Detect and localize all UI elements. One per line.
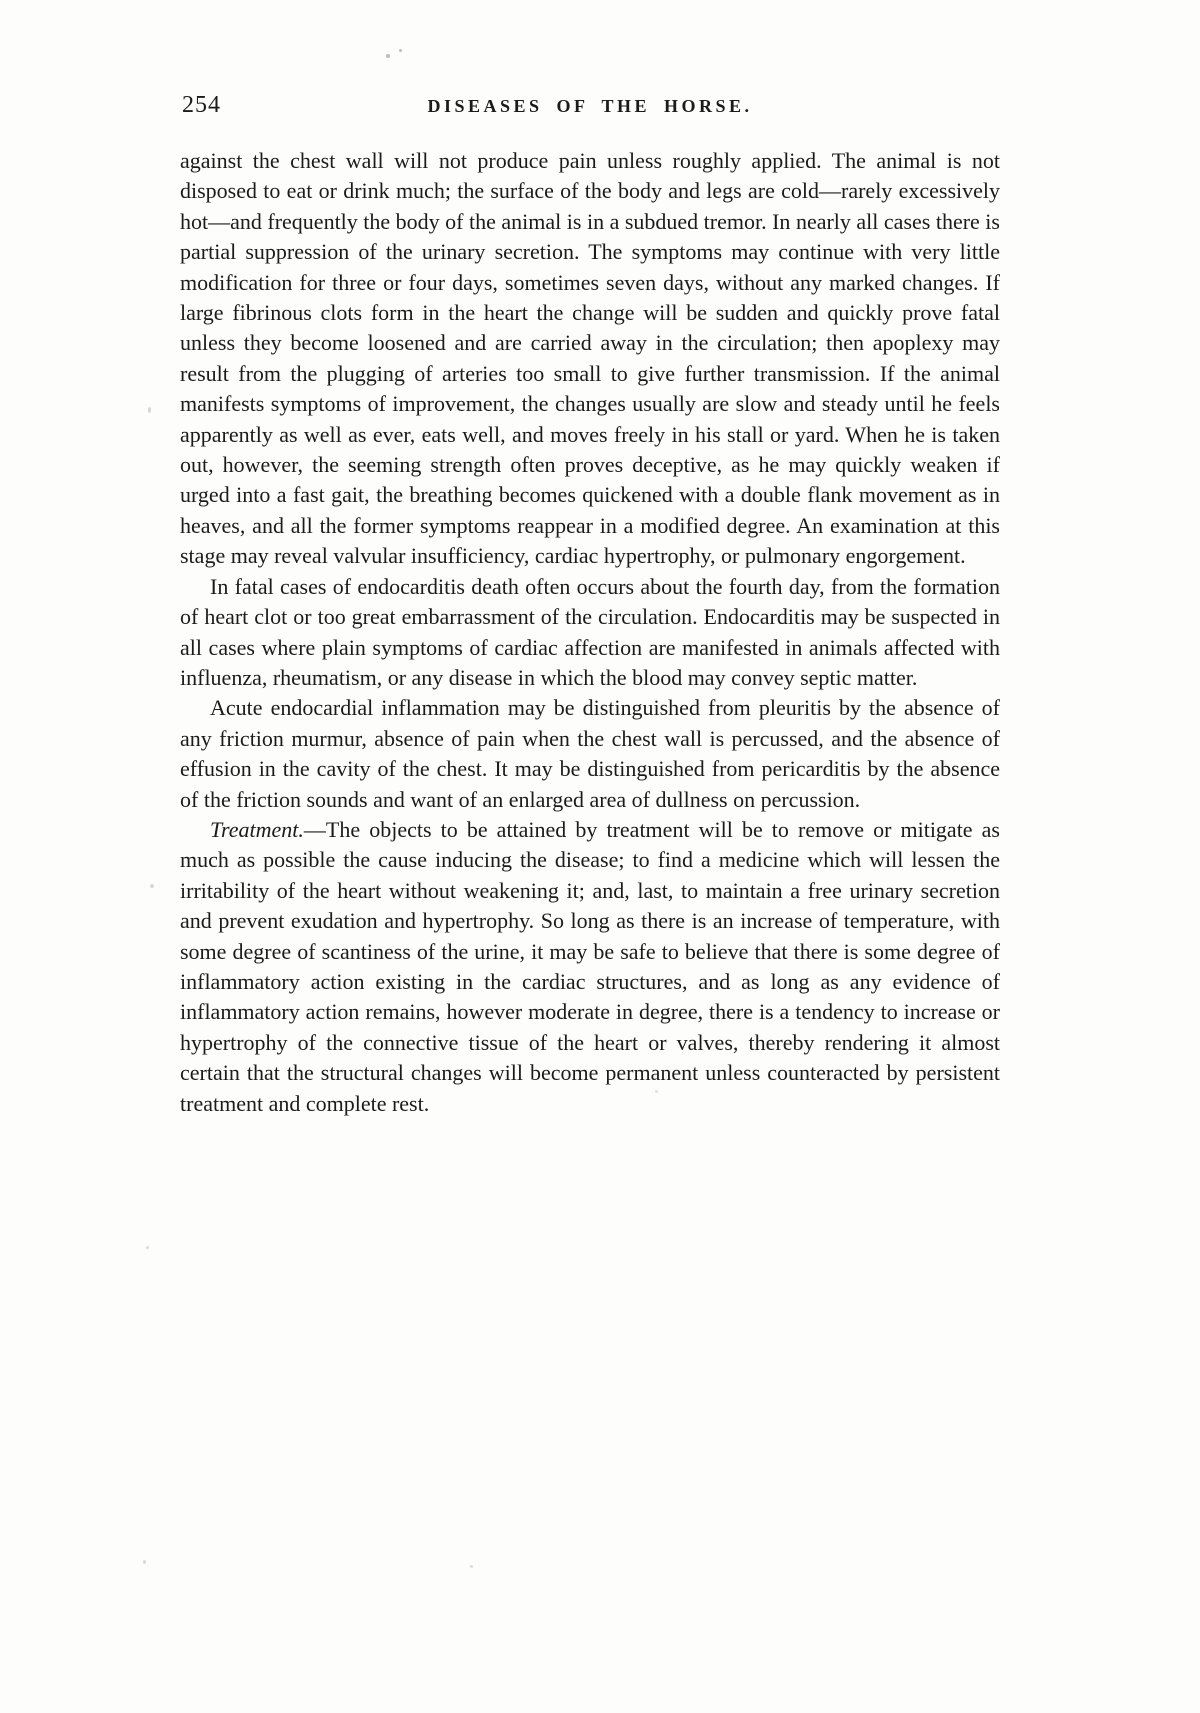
scan-artifact — [148, 407, 151, 413]
scan-artifact — [143, 1560, 146, 1564]
scan-artifact — [146, 1246, 149, 1249]
paragraph-lead-italic: Treatment. — [210, 816, 304, 842]
scan-artifact — [399, 49, 402, 52]
page-body — [180, 146, 1000, 1119]
paragraph-text: —The objects to be attained by treatment will be to remove or mitigate as much as possible the cause inducing the disease; to find a medicine which will lessen the irritability of the heart without weakening it; and, last, to maintain a free urinary secretion and prevent exudation and hypertrophy. So long as there is an increase of temperature, with some degree of scantiness of the urine, it may be safe to believe that there is some degree of inflammatory action existing in the cardiac structures, and as long as any evidence of inflammatory action remains, however moderate in degree, there is a tendency to increase or hypertrophy of the connective tissue of the heart or valves, thereby rendering it almost certain that the structural changes will become permanent unless counteracted by persistent treatment and complete rest. — [180, 816, 1000, 1116]
scan-artifact — [655, 1090, 658, 1093]
running-header: DISEASES OF THE HORSE. — [427, 96, 753, 116]
page-header — [180, 92, 1000, 126]
scan-artifact — [386, 54, 390, 58]
paragraph-continuation: against the chest wall will not produce pain unless roughly applied. The animal is not disposed to eat or drink much; the surface of the body and legs are cold—rarely excessively hot—and frequently the body of the animal is in a subdued tremor. In nearly all cases there is partial suppression of the urinary secretion. The symptoms may continue with very little modification for three or four days, sometimes seven days, without any marked changes. If large fibrinous clots form in the heart the change will be sudden and quickly prove fatal unless they become loosened and are carried away in the circulation; then apoplexy may result from the plugging of arteries too small to give further transmission. If the animal manifests symptoms of improvement, the changes usually are slow and steady until he feels apparently as well as ever, eats well, and moves freely in his stall or yard. When he is taken out, however, the seeming strength often proves deceptive, as he may quickly weaken if urged into a fast gait, the breathing becomes quickened with a double flank movement as in heaves, and all the former symptoms reappear in a modified degree. An examination at this stage may reveal valvular insufficiency, cardiac hypertrophy, or pulmonary engorgement. — [180, 148, 1000, 569]
paragraph: Acute endocardial inflammation may be distinguished from pleuritis by the absence of any friction murmur, absence of pain when the chest wall is percussed, and the absence of effusion in the cavity of the chest. It may be distinguished from pericarditis by the absence of the friction sounds and want of an enlarged area of dullness on percussion. — [180, 695, 1000, 812]
scan-artifact — [150, 884, 154, 888]
page-number: 254 — [182, 92, 221, 118]
scan-artifact — [470, 1565, 473, 1568]
paragraph-treatment — [180, 815, 1000, 1119]
paragraph: In fatal cases of endocarditis death often occurs about the fourth day, from the formation of heart clot or too great embarrassment of the circulation. Endocarditis may be suspected in all cases where plain symptoms of cardiac affection are manifested in animals affected with influenza, rheumatism, or any disease in which the blood may convey septic matter. — [180, 573, 1000, 690]
